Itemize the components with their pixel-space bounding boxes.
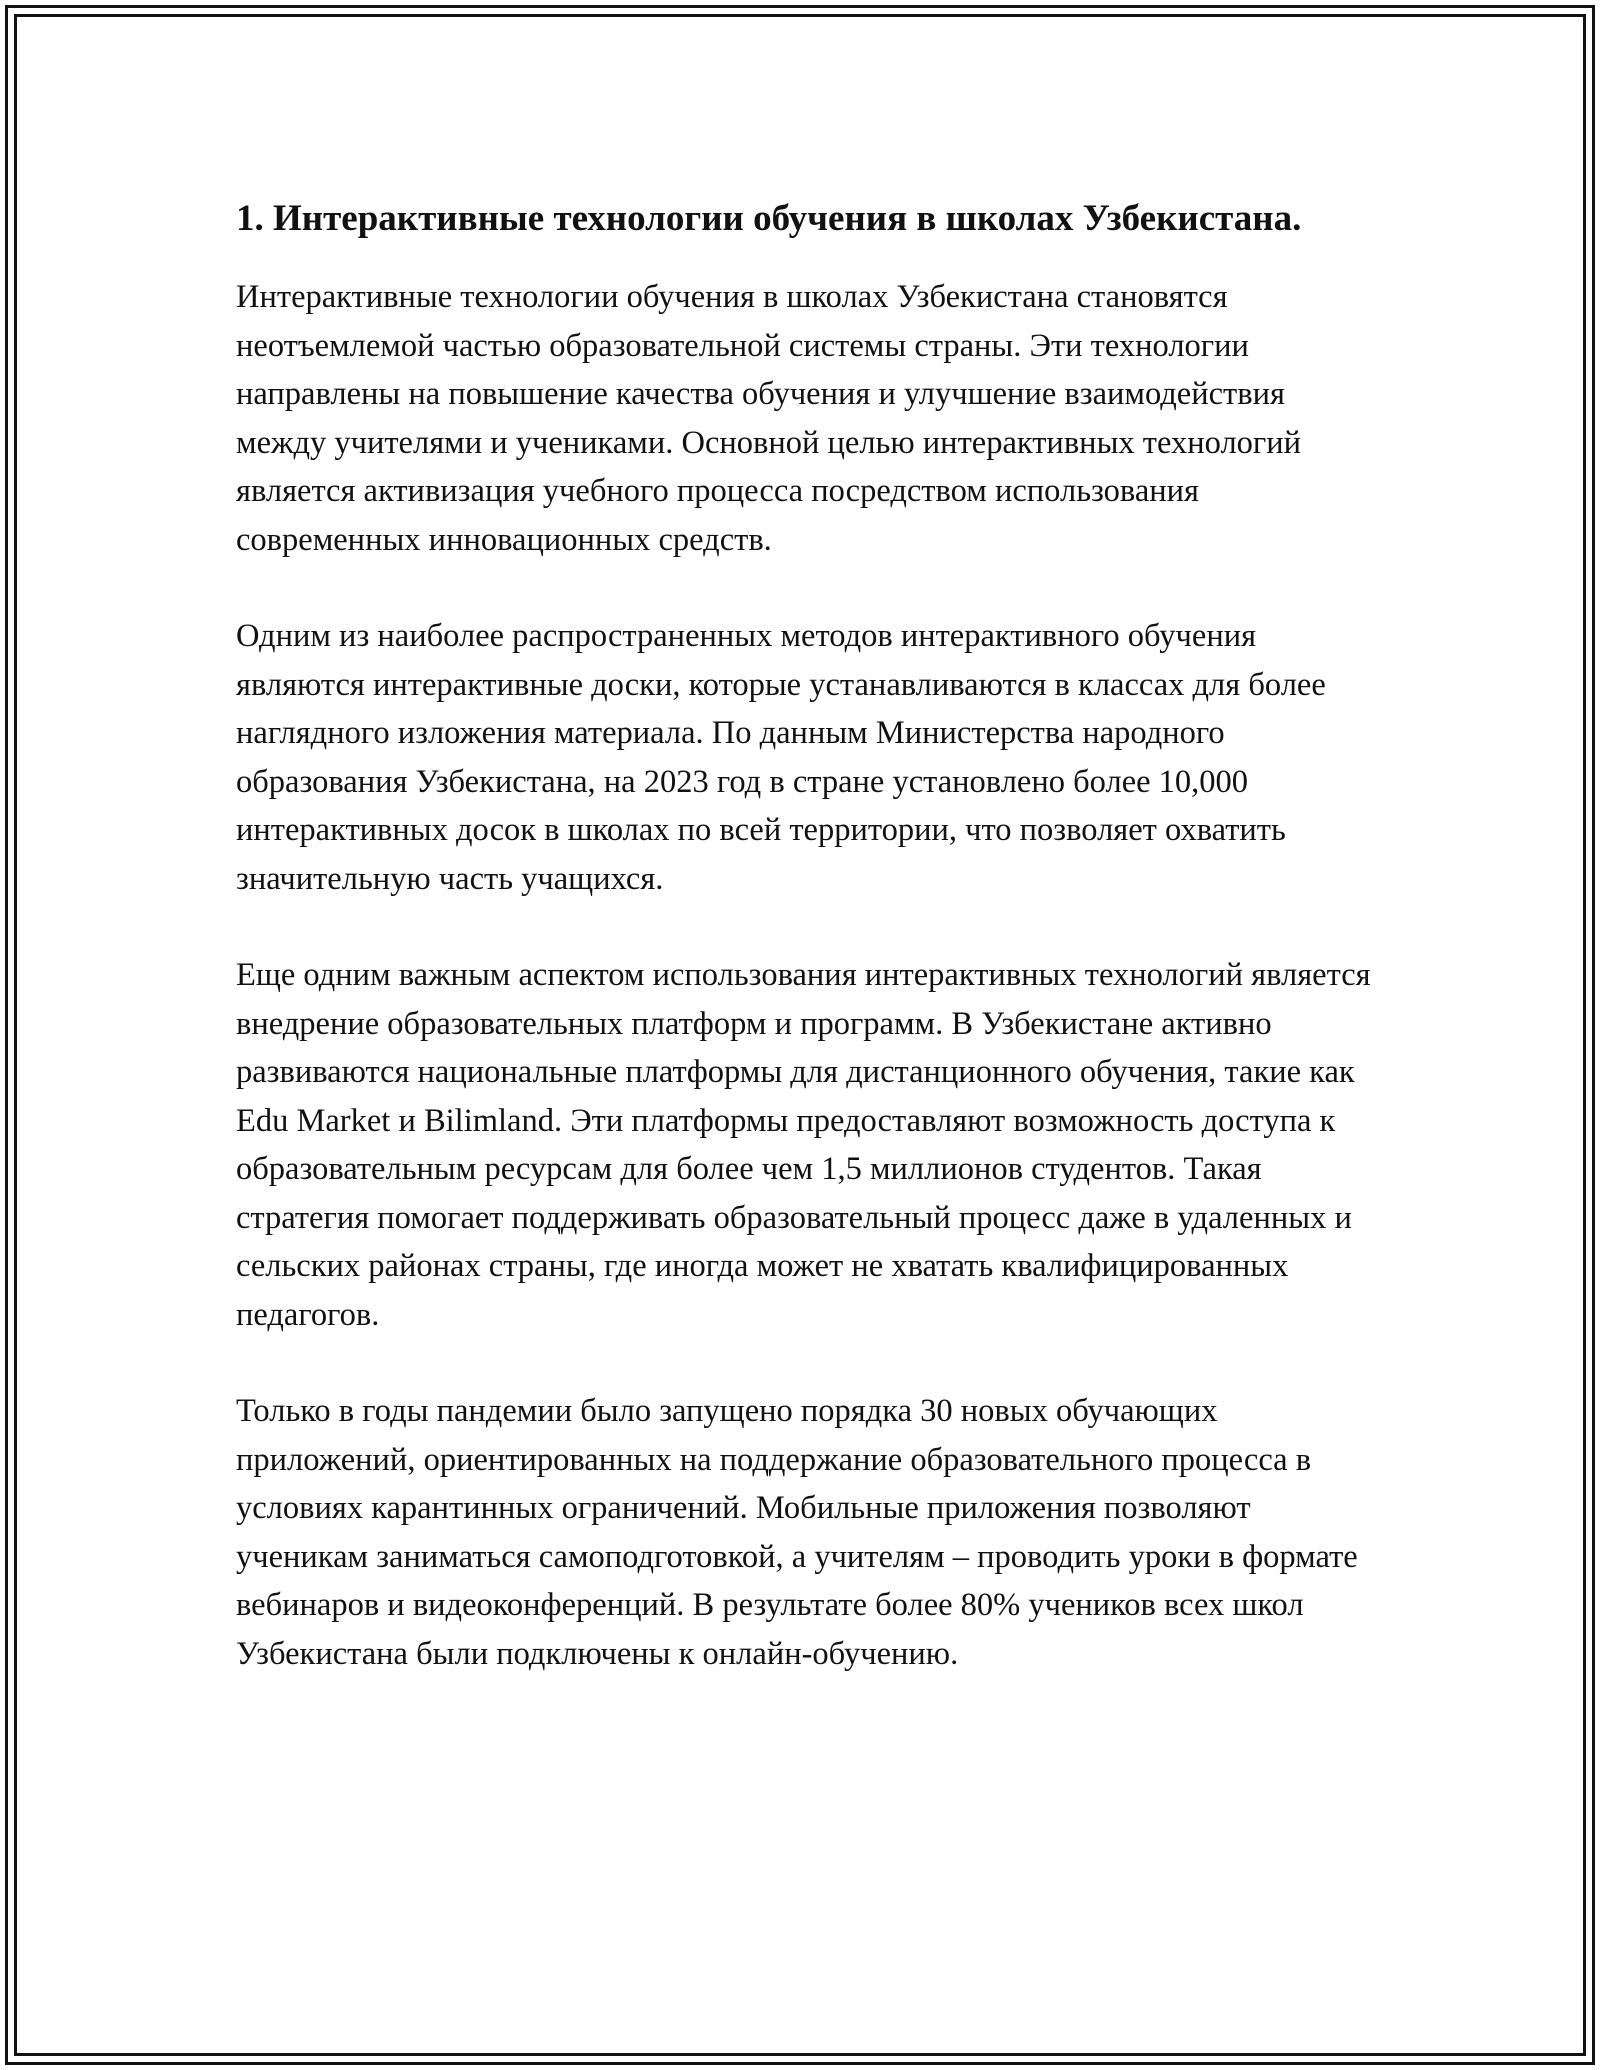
paragraph-1: Интерактивные технологии обучения в школах Узбекистана становятся неотъемлемой частью образовательной системы страны. Эти технологии направлены на повышение качества обучения и улучшение взаимодействия между учителями и учениками. Основной целью интерактивных технологий является активизация учебного процесса посредством использования современных инновационных средств. (236, 279, 1302, 558)
paragraph-3: Еще одним важным аспектом использования интерактивных технологий является внедрение образовательных платформ и программ. В Узбекистане активно развиваются национальные платформы для дистанционного обучения, такие как Edu Market и Bilimland. Эти платформы предоставляют возможность доступа к образовательным ресурсам для более чем 1,5 миллионов студентов. Такая стратегия помогает поддерживать образовательный процесс даже в удаленных и сельских районах страны, где иногда может не хватать квалифицированных педагогов. (236, 957, 1371, 1333)
paragraph-4: Только в годы пандемии было запущено порядка 30 новых обучающих приложений, ориентированных на поддержание образовательного процесса в условиях карантинных ограничений. Мобильные приложения позволяют ученикам заниматься самоподготовкой, а учителям – проводить уроки в формате вебинаров и видеоконференций. В результате более 80% учеников всех школ Узбекистана были подключены к онлайн-обучению. (236, 1393, 1358, 1672)
section-title: 1. Интерактивные технологии обучения в школах Узбекистана. (236, 198, 1302, 239)
document-body (236, 190, 1376, 1726)
paragraph-2: Одним из наиболее распространенных методов интерактивного обучения являются интерактивные доски, которые устанавливаются в классах для более наглядного изложения материала. По данным Министерства народного образования Узбекистана, на 2023 год в стране установлено более 10,000 интерактивных досок в школах по всей территории, что позволяет охватить значительную часть учащихся. (236, 618, 1326, 897)
